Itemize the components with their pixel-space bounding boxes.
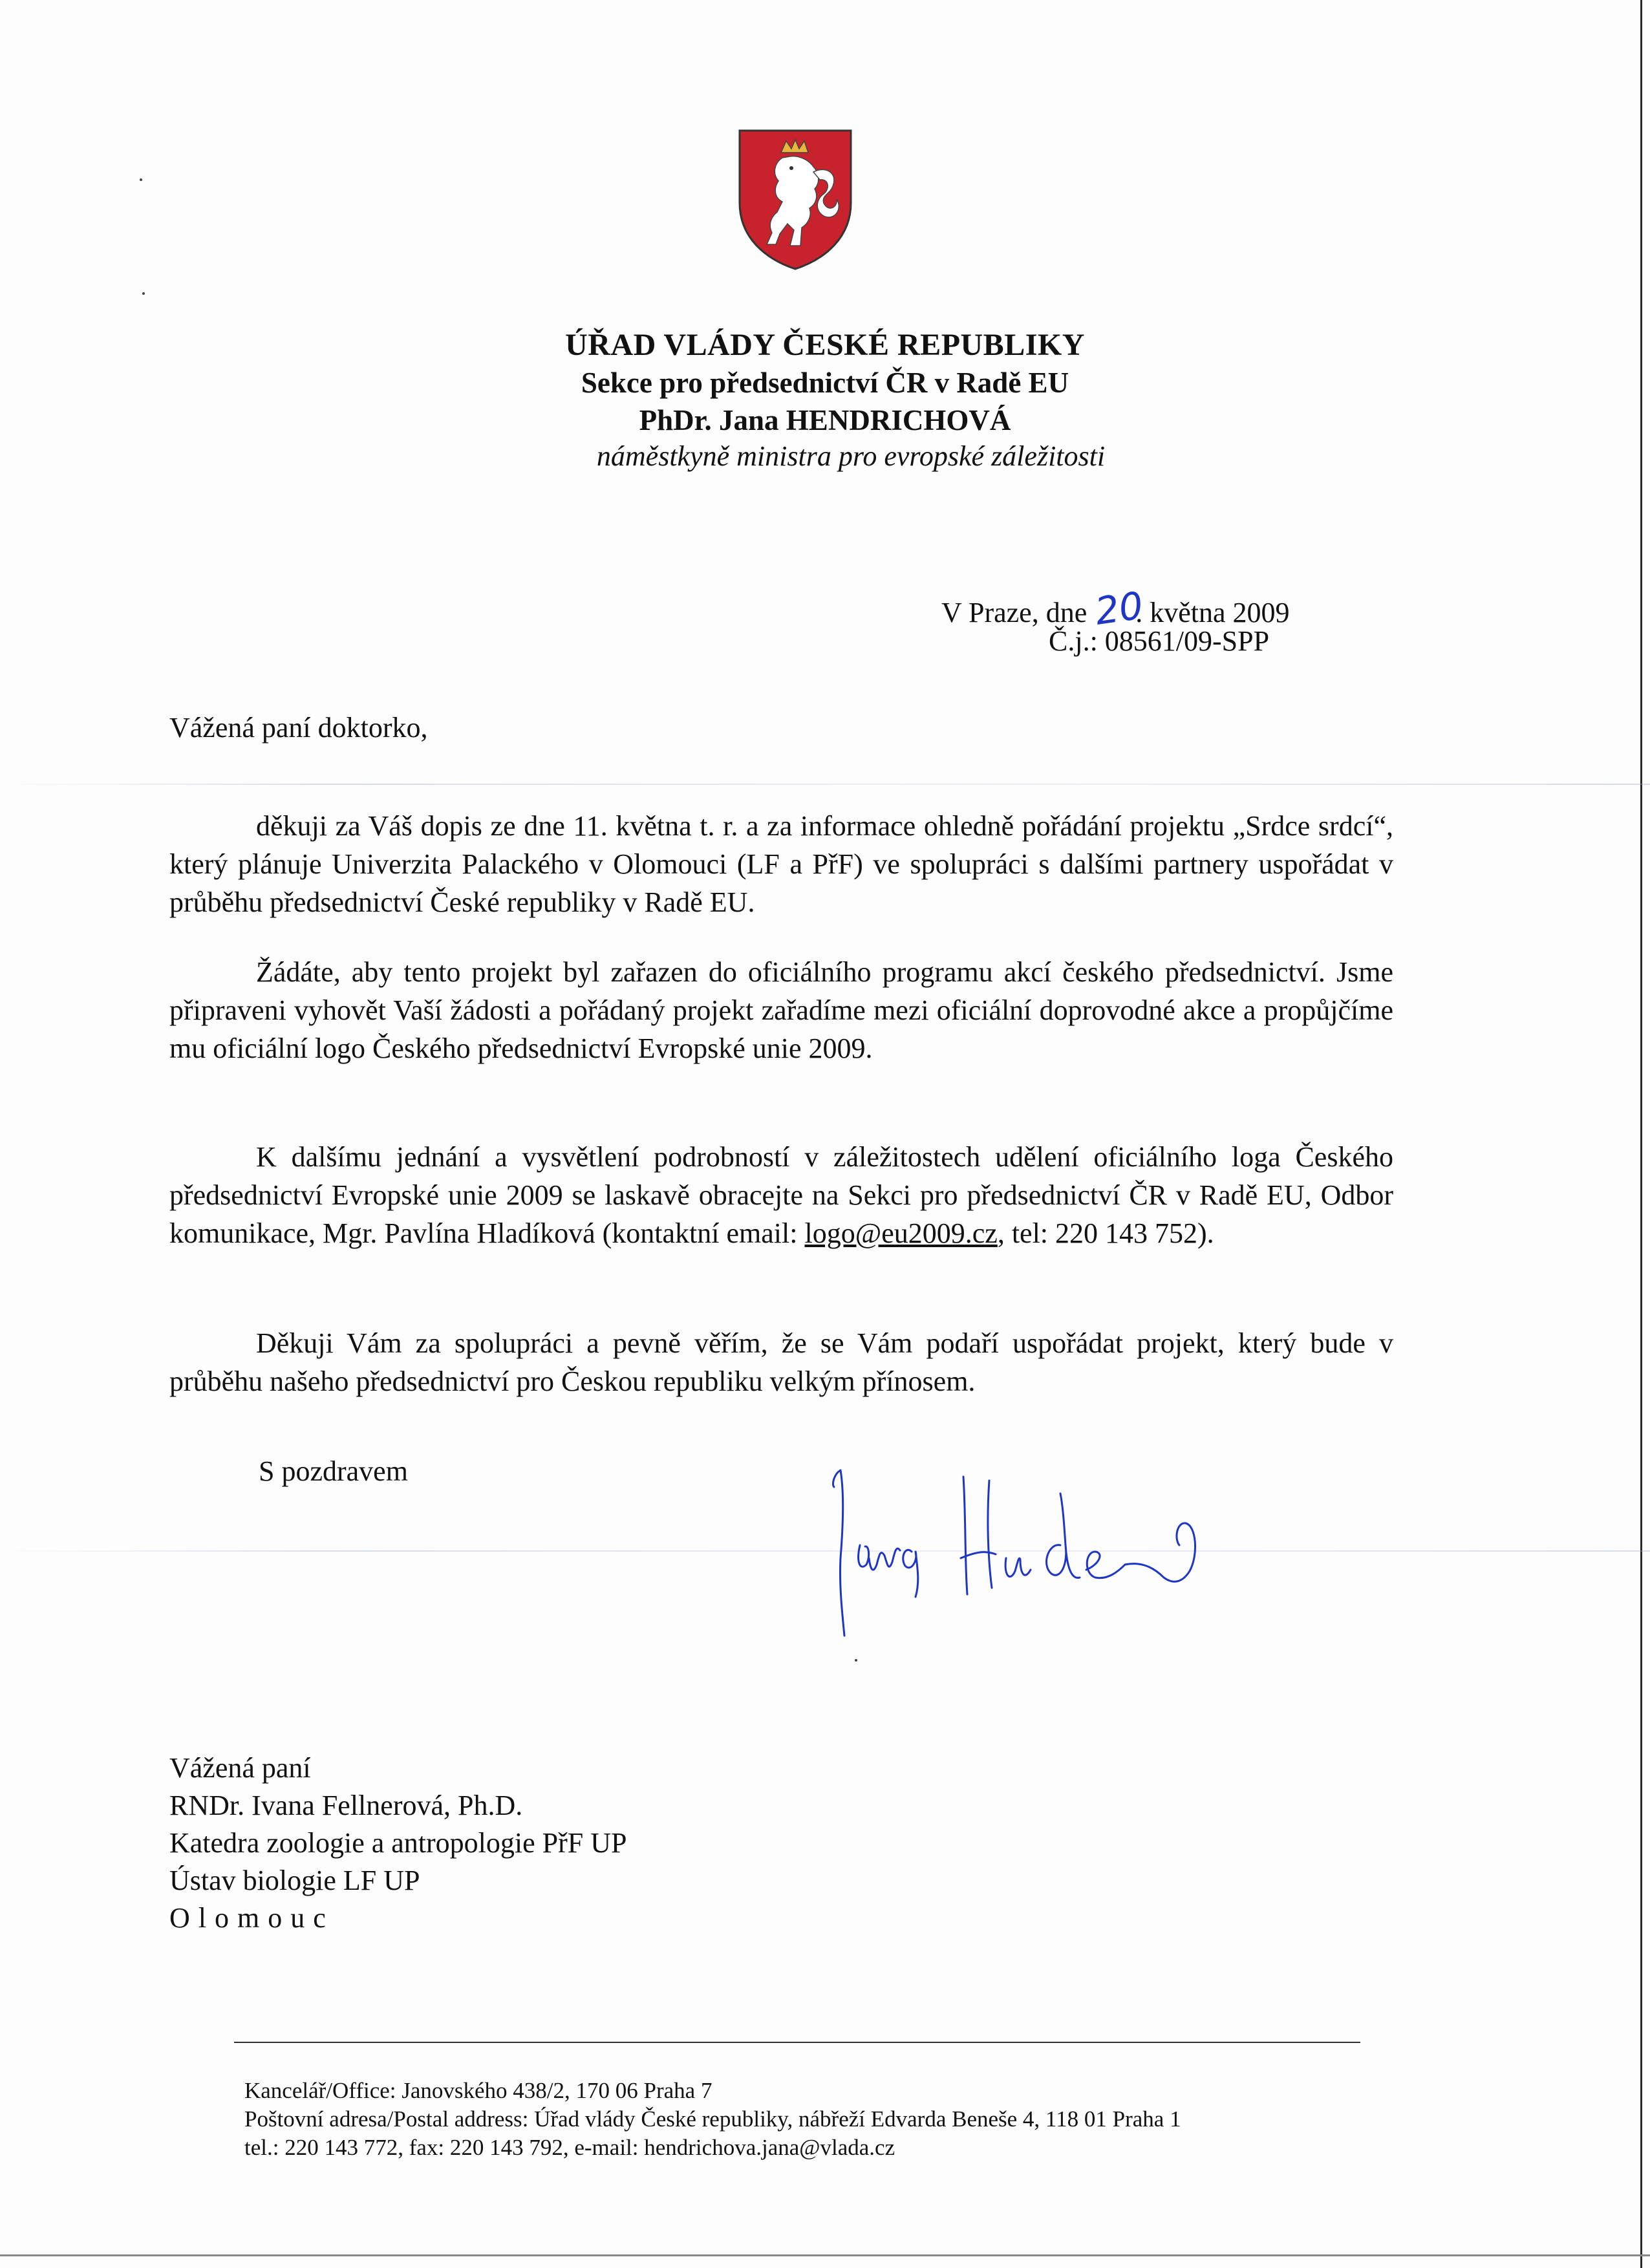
reference-number: Č.j.: 08561/09-SPP	[1049, 625, 1270, 657]
office-name: ÚŘAD VLÁDY ČESKÉ REPUBLIKY	[565, 328, 1085, 362]
footer-divider	[234, 2042, 1360, 2043]
scan-speck	[140, 178, 142, 181]
scan-edge-bottom	[0, 2254, 1650, 2256]
footer-office: Kancelář/Office: Janovského 438/2, 170 06 Praha 7	[244, 2078, 712, 2103]
sender-role: náměstkyně ministra pro evropské záležitosti	[596, 440, 1106, 472]
date-suffix: . května 2009	[1135, 597, 1290, 628]
paragraph-3-start: K dalšímu jednání a vysvětlení podrobností v záležitostech udělení oficiálního loga Českého předsednictví Evropské unie 2009 se laskavě obracejte na Sekci pro předsednictví ČR v Radě EU, Odbor komunikace, Mgr. Pavlína Hladíková (kontaktní email:	[169, 1141, 1393, 1249]
footer-contact: tel.: 220 143 772, fax: 220 143 792, e-mail: hendrichova.jana@vlada.cz	[244, 2135, 895, 2160]
coat-of-arms-icon	[736, 127, 855, 272]
addressee-block	[169, 1749, 627, 1937]
date-prefix: V Praze, dne	[941, 597, 1088, 628]
paragraph-3	[169, 1138, 1393, 1252]
paragraph-1: děkuji za Váš dopis ze dne 11. května t. r. a za informace ohledně pořádání projektu „Srdce srdcí“, který plánuje Univerzita Palackého v Olomouci (LF a PřF) ve spolupráci s dalšími partnery uspořádat v průběhu předsednictví České republiky v Radě EU.	[169, 810, 1393, 918]
section-name: Sekce pro předsednictví ČR v Radě EU	[581, 367, 1069, 399]
salutation: Vážená paní doktorko,	[169, 712, 428, 744]
addressee-institute: Ústav biologie LF UP	[169, 1865, 420, 1896]
closing: S pozdravem	[259, 1455, 408, 1487]
handwritten-day: 20	[1092, 583, 1146, 634]
footer-postal: Poštovní adresa/Postal address: Úřad vlády České republiky, nábřeží Edvarda Beneše 4, 118 01 Praha 1	[244, 2106, 1181, 2132]
paragraph-3-end: , tel: 220 143 752).	[997, 1217, 1214, 1249]
signature	[815, 1448, 1241, 1668]
paragraph-4: Děkuji Vám za spolupráci a pevně věřím, že se Vám podaří uspořádat projekt, který bude v průběhu našeho předsednictví pro Českou republiku velkým přínosem.	[169, 1327, 1393, 1397]
addressee-department: Katedra zoologie a antropologie PřF UP	[169, 1827, 627, 1859]
scan-speck	[142, 292, 145, 295]
addressee-greeting: Vážená paní	[169, 1752, 311, 1784]
sender-name: PhDr. Jana HENDRICHOVÁ	[639, 404, 1011, 436]
addressee-name: RNDr. Ivana Fellnerová, Ph.D.	[169, 1790, 523, 1821]
fold-line	[0, 784, 1650, 785]
footer	[244, 2077, 1181, 2162]
paragraph-2: Žádáte, aby tento projekt byl zařazen do oficiálního programu akcí českého předsednictví. Jsme připraveni vyhovět Vaší žádosti a pořádaný projekt zařadíme mezi oficiální doprovodné akce a propůjčíme mu oficiální logo Českého předsednictví Evropské unie 2009.	[169, 956, 1393, 1064]
contact-email-link[interactable]: logo@eu2009.cz	[804, 1217, 998, 1249]
addressee-city: Olomouc	[169, 1902, 334, 1934]
